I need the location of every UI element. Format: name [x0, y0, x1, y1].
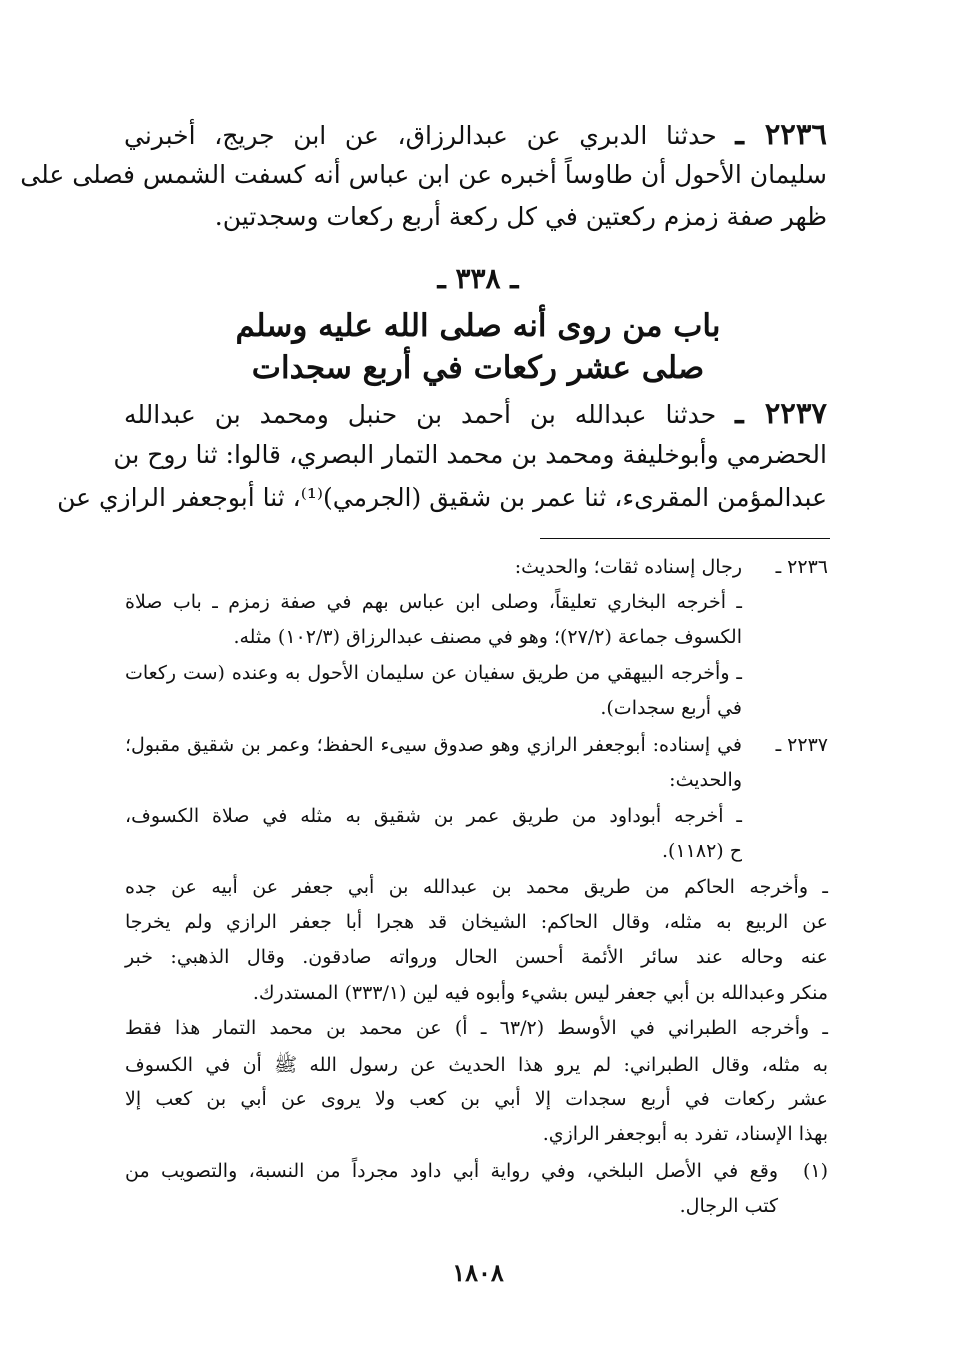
footnote-2237-line-4: ح (١١٨٢). [662, 840, 742, 862]
hadith-2237-text-1: حدثنا عبدالله بن أحمد بن حنبل ومحمد بن عبدالله [124, 400, 717, 429]
footnote-1-label: (١) [802, 1160, 828, 1182]
hadith-2237-line-2: الحضرمي وأبوخليفة ومحمد بن محمد التمار البصري، قالوا: ثنا روح بن [113, 440, 827, 469]
footnote-1-line-2: كتب الرجال. [679, 1195, 778, 1217]
hadith-2236-number: ٢٢٣٦ ـ [735, 117, 827, 151]
hadith-2236-line-3: ظهر صفة زمزم ركعتين في كل ركعة أربع ركعات وسجدتين. [214, 202, 827, 231]
page-number: ١٨٠٨ [452, 1258, 504, 1287]
footnote-2236-label: ٢٢٣٦ ـ [775, 556, 828, 578]
footnote-2237-line-9: ـ وأخرجه الطبراني في الأوسط (٦٣/٢ ـ أ) عن محمد بن محمد التمار هذا فقط [125, 1017, 828, 1039]
section-number: ـ ٣٣٨ ـ [437, 262, 519, 295]
hadith-2237-number: ٢٢٣٧ ـ [735, 396, 828, 430]
footnote-2237-line-1: في إسناده: أبوجعفر الرازي وهو صدوق سيىء الحفظ؛ وعمر بن شقيق مقبول؛ [125, 734, 742, 756]
footnote-2237-line-10: به مثله، وقال الطبراني: لم يرو هذا الحديث عن رسول الله ﷺ أن في الكسوف [125, 1054, 828, 1076]
chapter-title-line-1: باب من روى أنه صلى الله عليه وسلم [235, 308, 721, 344]
footnote-2237-line-8: منكر وعبدالله بن أبي جعفر ليس بشيء وأبوه فيه لين (٣٣٣/١) المستدرك. [252, 982, 828, 1004]
footnote-2236-line-5: في أربع سجدات). [600, 697, 742, 719]
footnote-2237-line-6: عن الربيع به مثله، وقال الحاكم: الشيخان قد هجرا أبا جعفر الرازي ولم يخرجا [125, 911, 828, 933]
footnote-2236-line-4: ـ وأخرجه البيهقي من طريق سفيان عن سليمان الأحول به وعنده (ست ركعات [125, 662, 742, 684]
hadith-2236-text-1: حدثنا الدبري عن عبدالرزاق، عن ابن جريج، أخبرني [124, 121, 717, 150]
footnote-2237-line-3: ـ أخرجه أبوداود من طريق عمر بن شقيق به مثله في صلاة الكسوف، [125, 805, 742, 827]
hadith-2236-line-2: سليمان الأحول أن طاوساً أخبره عن ابن عباس أنه كسفت الشمس فصلى على [20, 160, 827, 189]
footnote-1-line-1: وقع في الأصل البلخي، وفي رواية أبي داود مجرداً من النسبة، والتصويب من [125, 1160, 778, 1182]
hadith-2237-line-3: عبدالمؤمن المقرىء، ثنا عمر بن شقيق (الجرمي)⁽¹⁾، ثنا أبوجعفر الرازي عن [57, 483, 827, 512]
footnote-2237-line-7: عنه وحاله عند سائر الأئمة أحسن الحال ورواته صادقون. وقال الذهبي: خبر [125, 946, 828, 968]
chapter-title-line-2: صلى عشر ركعات في أربع سجدات [251, 350, 705, 386]
hadith-2236-line-1 [124, 117, 827, 151]
footnote-separator [540, 538, 830, 539]
footnote-2236-line-3: الكسوف جماعة (٢٧/٢)؛ وهو في مصنف عبدالرزاق (١٠٢/٣) مثله. [233, 626, 742, 648]
footnote-2237-line-5: ـ وأخرجه الحاكم من طريق محمد بن عبدالله بن أبي جعفر عن أبيه عن جده [125, 876, 828, 898]
footnote-2237-line-12: بهذا الإسناد، تفرد به أبوجعفر الرازي. [542, 1123, 828, 1145]
footnote-2237-line-11: عشر ركعات في أربع سجدات إلا أبي بن كعب ولا يروى عن أبي بن كعب إلا [125, 1088, 828, 1110]
hadith-2237-line-1 [124, 396, 827, 430]
footnote-2236-line-2: ـ أخرجه البخاري تعليقاً، وصلى ابن عباس بهم في صفة زمزم ـ باب صلاة [125, 591, 742, 613]
footnote-2237-label: ٢٢٣٧ ـ [775, 734, 828, 756]
footnote-2236-line-1: رجال إسناده ثقات؛ والحديث: [514, 556, 742, 578]
footnote-2237-line-2: والحديث: [669, 769, 742, 791]
